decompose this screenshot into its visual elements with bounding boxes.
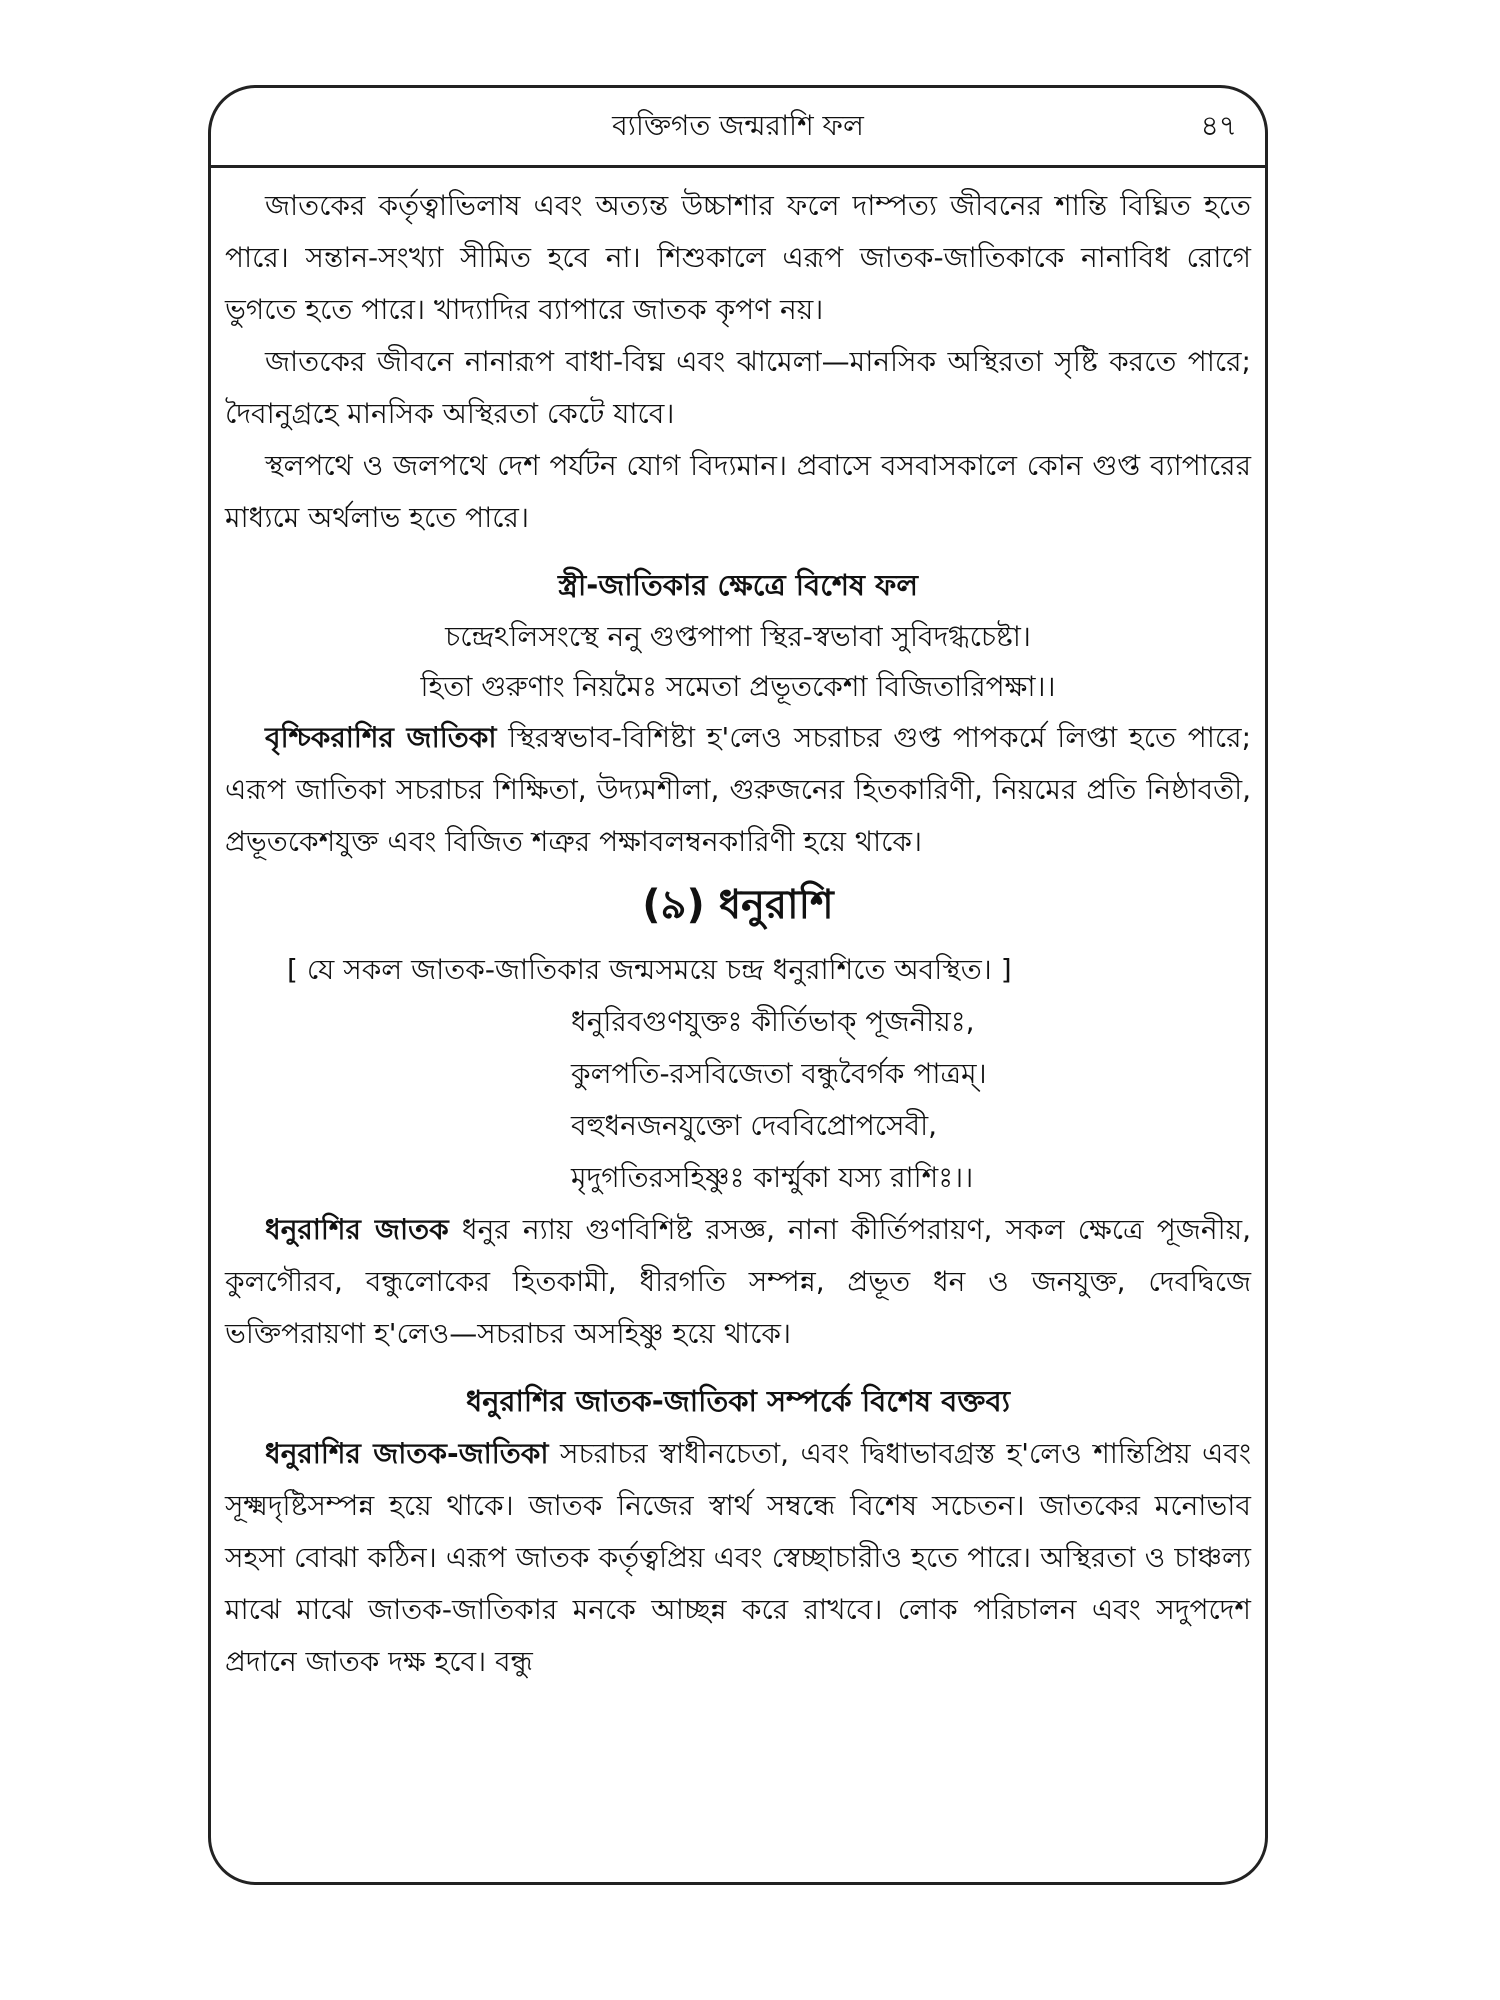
paragraph-2: জাতকের জীবনে নানারূপ বাধা-বিঘ্ন এবং ঝামেলা—মানসিক অস্থিরতা সৃষ্টি করতে পারে; দৈবানুগ্রহে মানসিক অস্থিরতা কেটে যাবে।	[225, 345, 1251, 430]
page-content	[211, 168, 1265, 1688]
paragraph-6	[225, 1428, 1251, 1688]
running-head	[211, 88, 1265, 168]
female-results-heading: স্ত্রী-জাতিকার ক্ষেত্রে বিশেষ ফল	[558, 568, 918, 602]
verse-2-line-3: বহুধনজনযুক্তো দেববিপ্রোপসেবী,	[571, 1109, 937, 1142]
running-title: ব্যক্তিগত জন্মরাশি ফল	[612, 109, 864, 142]
verse-2-line-4: মৃদুগতিরসহিষ্ণুঃ কার্ম্মুকা যস্য রাশিঃ।।	[571, 1161, 974, 1194]
special-remarks-heading: ধনুরাশির জাতক-জাতিকা সম্পর্কে বিশেষ বক্তব্য	[465, 1384, 1011, 1418]
paragraph-1: জাতকের কর্তৃত্বাভিলাষ এবং অত্যন্ত উচ্চাশার ফলে দাম্পত্য জীবনের শান্তি বিঘ্নিত হতে পারে। সন্তান-সংখ্যা সীমিত হবে না। শিশুকালে এরূপ জাতক-জাতিকাকে নানাবিধ রোগে ভুগতে হতে পারে। খাদ্যাদির ব্যাপারে জাতক কৃপণ নয়।	[225, 189, 1251, 326]
paragraph-6-lead: ধনুরাশির জাতক-জাতিকা	[265, 1437, 549, 1470]
verse-1-line-2: হিতা গুরুণাং নিয়মৈঃ সমেতা প্রভূতকেশা বিজিতারিপক্ষা।।	[420, 670, 1056, 703]
paragraph-4-lead: বৃশ্চিকরাশির জাতিকা	[265, 721, 497, 754]
verse-2-line-2: কুলপতি-রসবিজেতা বন্ধুবৈর্গক পাত্রম্।	[571, 1057, 987, 1090]
verse-1-line-1: চন্দ্রেঽলিসংস্থে ননু গুপ্তপাপা স্থির-স্বভাবা সুবিদগ্ধচেষ্টা।	[445, 620, 1031, 653]
paragraph-4-text: স্থিরস্বভাব-বিশিষ্টা হ'লেও সচরাচর গুপ্ত পাপকর্মে লিপ্তা হতে পারে; এরূপ জাতিকা সচরাচর শিক্ষিতা, উদ্যমশীলা, গুরুজনের হিতকারিণী, নিয়মের প্রতি নিষ্ঠাবতী, প্রভূতকেশযুক্ত এবং বিজিত শত্রুর পক্ষাবলম্বনকারিণী হয়ে থাকে।	[225, 721, 1252, 858]
page-number: ৪৭	[1200, 109, 1237, 142]
paragraph-5-lead: ধনুরাশির জাতক	[265, 1213, 449, 1246]
paragraph-5-text: ধনুর ন্যায় গুণবিশিষ্ট রসজ্ঞ, নানা কীর্তিপরায়ণ, সকল ক্ষেত্রে পূজনীয়, কুলগৌরব, বন্ধুলোকের হিতকামী, ধীরগতি সম্পন্ন, প্রভূত ধন ও জনযুক্ত, দেবদ্বিজে ভক্তিপরায়ণা হ'লেও—সচরাচর অসহিষ্ণু হয়ে থাকে।	[225, 1213, 1251, 1350]
page-frame	[208, 85, 1268, 1885]
paragraph-4	[225, 712, 1251, 868]
verse-2	[225, 996, 1251, 1204]
section-title: (৯) ধনুরাশি	[642, 882, 834, 928]
verse-2-line-1: ধনুরিবগুণযুক্তঃ কীর্তিভাক্ পূজনীয়ঃ,	[571, 1005, 975, 1038]
paragraph-5	[225, 1204, 1251, 1360]
paragraph-3: স্থলপথে ও জলপথে দেশ পর্যটন যোগ বিদ্যমান। প্রবাসে বসবাসকালে কোন গুপ্ত ব্যাপারের মাধ্যমে অর্থলাভ হতে পারে।	[225, 449, 1251, 534]
bracket-note: [ যে সকল জাতক-জাতিকার জন্মসময়ে চন্দ্র ধনুরাশিতে অবস্থিত। ]	[287, 953, 1012, 986]
paragraph-6-text: সচরাচর স্বাধীনচেতা, এবং দ্বিধাভাবগ্রস্ত হ'লেও শান্তিপ্রিয় এবং সূক্ষ্মদৃষ্টিসম্পন্ন হয়ে থাকে। জাতক নিজের স্বার্থ সম্বন্ধে বিশেষ সচেতন। জাতকের মনোভাব সহসা বোঝা কঠিন। এরূপ জাতক কর্তৃত্বপ্রিয় এবং স্বেচ্ছাচারীও হতে পারে। অস্থিরতা ও চাঞ্চল্য মাঝে মাঝে জাতক-জাতিকার মনকে আচ্ছন্ন করে রাখবে। লোক পরিচালন এবং সদুপদেশ প্রদানে জাতক দক্ষ হবে। বন্ধু	[225, 1437, 1251, 1678]
